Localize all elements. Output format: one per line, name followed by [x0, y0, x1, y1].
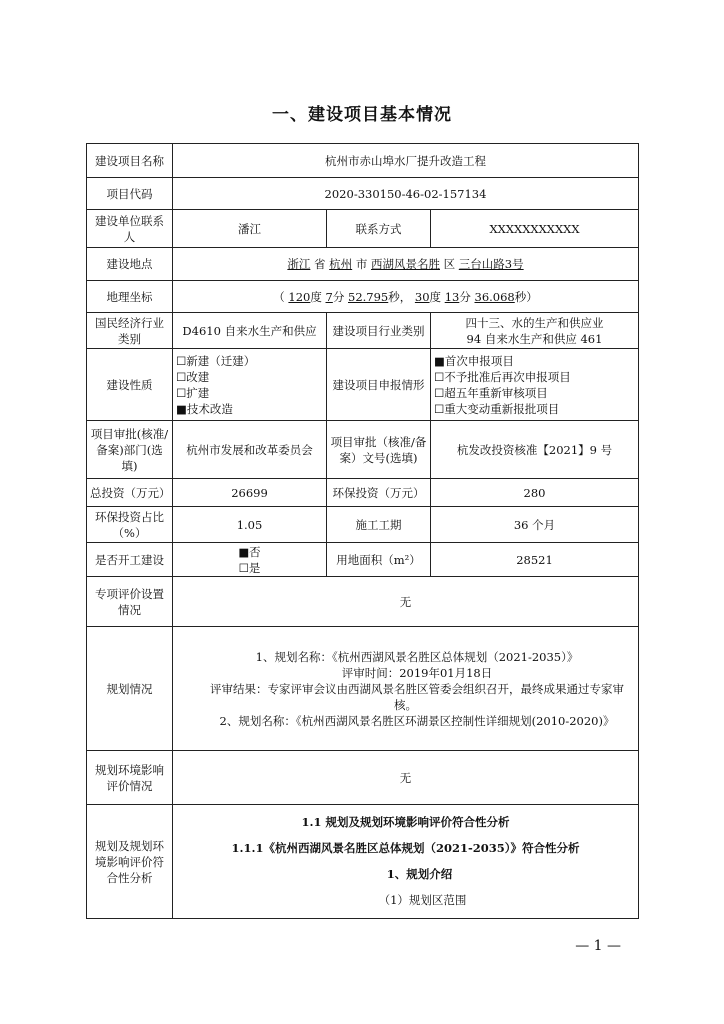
project-industry-category: 四十三、水的生产和供应业 94 自来水生产和供应 461 — [431, 313, 639, 349]
page-number: — 1 — — [575, 938, 621, 954]
row-label: 建设项目行业类别 — [327, 313, 431, 349]
table-row — [87, 313, 639, 349]
row-label: 建设项目名称 — [87, 144, 173, 178]
table-row — [87, 627, 639, 751]
loc-province-unit: 省 — [314, 257, 326, 271]
loc-district: 西湖风景名胜 — [370, 257, 440, 271]
row-label: 项目代码 — [87, 178, 173, 210]
construction-nature — [173, 349, 327, 421]
table-row — [87, 805, 639, 919]
table-row — [87, 543, 639, 577]
approval-number: 杭发改投资核准【2021】9 号 — [431, 421, 639, 479]
table-row — [87, 479, 639, 507]
project-location — [173, 248, 639, 281]
row-label: 建设项目申报情形 — [327, 349, 431, 421]
row-label: 规划情况 — [87, 627, 173, 751]
industry-category: D4610 自来水生产和供应 — [173, 313, 327, 349]
row-label: 联系方式 — [327, 210, 431, 248]
table-row — [87, 248, 639, 281]
table-row — [87, 507, 639, 543]
row-label: 地理坐标 — [87, 281, 173, 313]
lat-min: 13 — [444, 289, 460, 304]
table-row — [87, 751, 639, 805]
construction-period: 36 个月 — [431, 507, 639, 543]
geo-coordinates: （ 120度 7分 52.795秒， 30度 13分 36.068秒） — [173, 281, 639, 313]
approval-department: 杭州市发展和改革委员会 — [173, 421, 327, 479]
table-row — [87, 210, 639, 248]
env-investment-ratio: 1.05 — [173, 507, 327, 543]
lng-sec: 52.795 — [348, 289, 389, 304]
loc-city: 杭州 — [329, 257, 353, 271]
special-assessment: 无 — [173, 577, 639, 627]
conformity-analysis: 1.1 规划及规划环境影响评价符合性分析 1.1.1《杭州西湖风景名胜区总体规划（2021-2035）》符合性分析 1、规划介绍 （1）规划区范围 — [173, 805, 639, 919]
checkbox-option: ☐改建 — [176, 369, 210, 384]
table-row — [87, 281, 639, 313]
checkbox-option: ■技术改造 — [176, 401, 233, 416]
row-label: 环保投资（万元） — [327, 479, 431, 507]
project-name: 杭州市赤山埠水厂提升改造工程 — [173, 144, 639, 178]
total-investment: 26699 — [173, 479, 327, 507]
table-row — [87, 421, 639, 479]
table-row — [87, 577, 639, 627]
loc-city-unit: 市 — [355, 257, 368, 271]
row-label: 专项评价设置情况 — [87, 577, 173, 627]
row-label: 总投资（万元） — [87, 479, 173, 507]
row-label: 是否开工建设 — [87, 543, 173, 577]
lng-min: 7 — [325, 289, 333, 304]
project-code: 2020-330150-46-02-157134 — [173, 178, 639, 210]
checkbox-option: ■否 — [238, 544, 261, 559]
planning-details: 1、规划名称：《杭州西湖风景名胜区总体规划（2021-2035）》 评审时间：2019年01月18日 评审结果：专家评审会议由西湖风景名胜区管委会组织召开，最终成果通过专家审核。 2、规划名称：《杭州西湖风景名胜区环湖景区控制性详细规划(2010-2020)》 — [173, 627, 639, 751]
checkbox-option: ☐是 — [238, 560, 261, 575]
contact-person: 潘江 — [173, 210, 327, 248]
loc-district-unit: 区 — [443, 257, 456, 271]
declaration-situation — [431, 349, 639, 421]
checkbox-option: ☐不予批准后再次申报项目 — [434, 369, 571, 384]
lat-deg: 30 — [414, 289, 430, 304]
env-investment: 280 — [431, 479, 639, 507]
checkbox-option: ☐重大变动重新报批项目 — [434, 401, 560, 416]
lat-sec: 36.068 — [474, 289, 515, 304]
row-label: 施工工期 — [327, 507, 431, 543]
row-label: 建设地点 — [87, 248, 173, 281]
row-label: 规划环境影响评价情况 — [87, 751, 173, 805]
checkbox-option: ☐新建（迁建） — [176, 353, 256, 368]
table-row — [87, 178, 639, 210]
row-label: 建设性质 — [87, 349, 173, 421]
loc-province: 浙江 — [287, 257, 311, 271]
page-title: 一、建设项目基本情况 — [272, 105, 452, 125]
row-label: 环保投资占比（%） — [87, 507, 173, 543]
row-label: 规划及规划环境影响评价符合性分析 — [87, 805, 173, 919]
planning-env-assessment: 无 — [173, 751, 639, 805]
checkbox-option: ☐超五年重新审核项目 — [434, 385, 548, 400]
row-label: 项目审批（核准/备案）文号(选填) — [327, 421, 431, 479]
started-status — [173, 543, 327, 577]
checkbox-option: ■首次申报项目 — [434, 353, 514, 368]
contact-phone: XXXXXXXXXXX — [431, 210, 639, 248]
table-row — [87, 349, 639, 421]
row-label: 用地面积（m²） — [327, 543, 431, 577]
checkbox-option: ☐扩建 — [176, 385, 210, 400]
row-label: 国民经济行业类别 — [87, 313, 173, 349]
loc-street: 三台山路3号 — [458, 257, 524, 271]
lng-deg: 120 — [288, 289, 311, 304]
row-label: 项目审批(核准/备案)部门(选填) — [87, 421, 173, 479]
table-row — [87, 144, 639, 178]
row-label: 建设单位联系人 — [87, 210, 173, 248]
project-info-table — [86, 143, 639, 919]
land-area: 28521 — [431, 543, 639, 577]
